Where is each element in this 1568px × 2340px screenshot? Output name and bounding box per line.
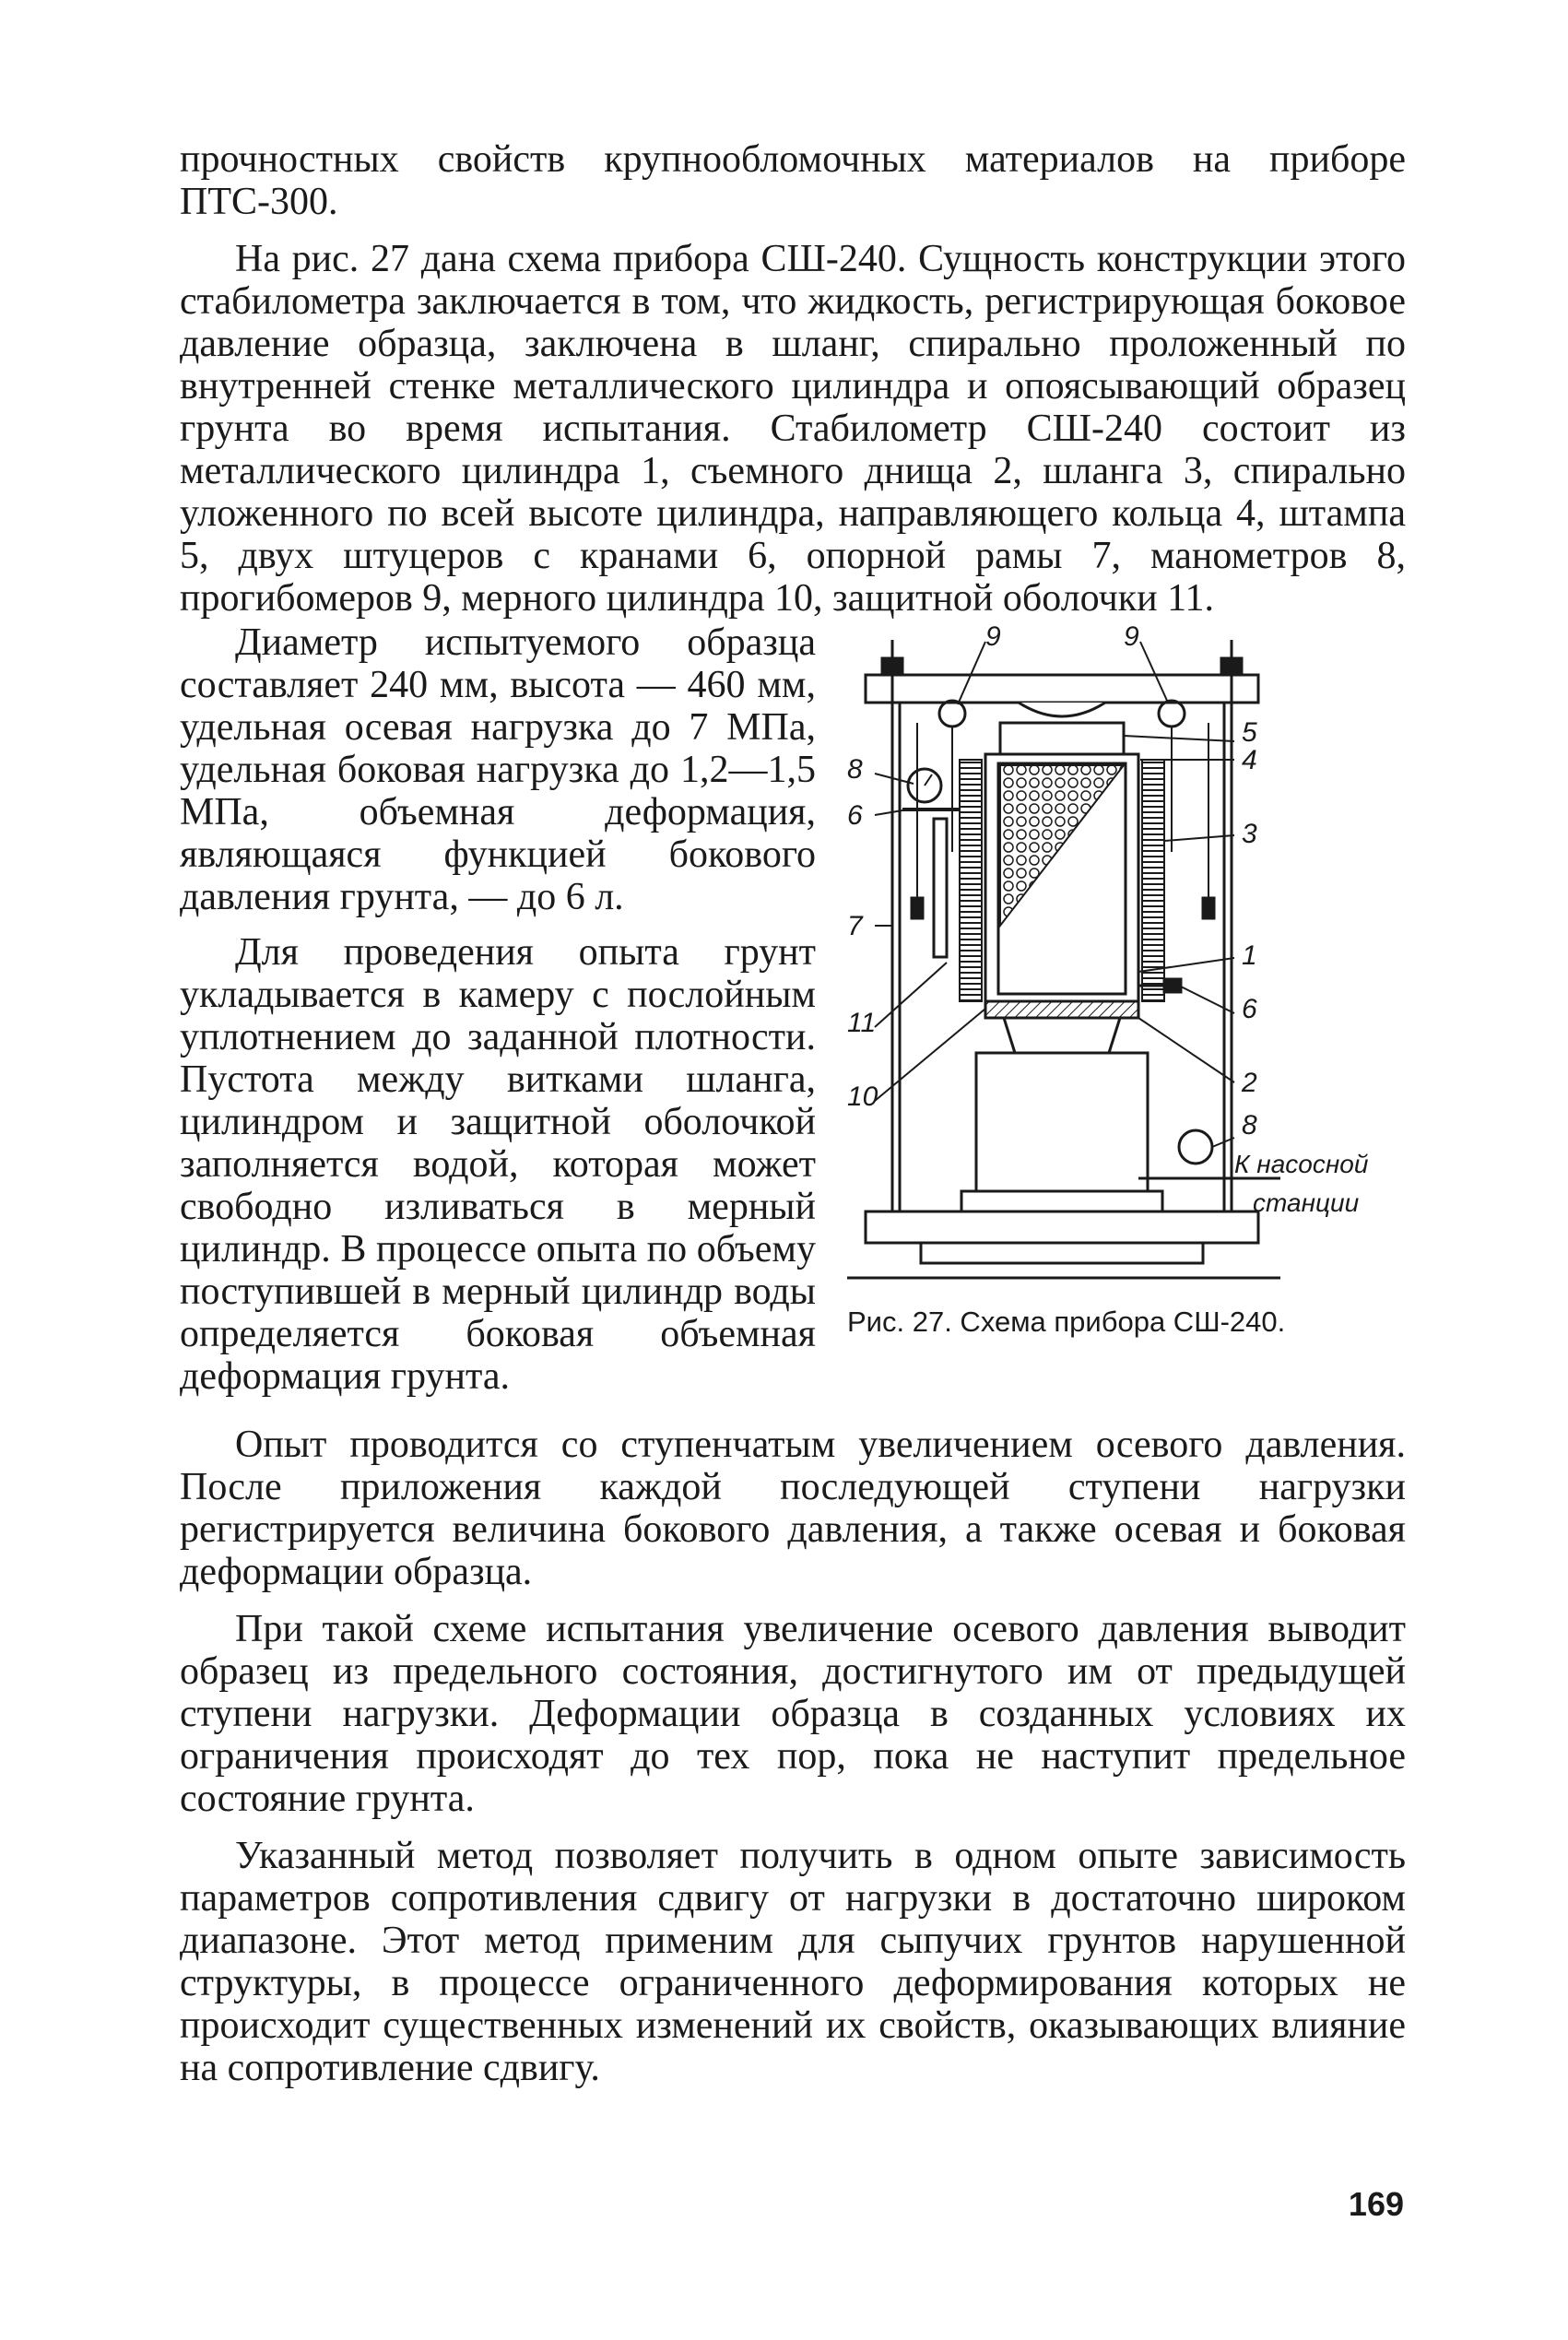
paragraph: прочностных свойств крупнообломочных материалов на приборе ПТС-300.: [180, 138, 1406, 223]
paragraph: Для проведения опыта грунт укладывается в камеру с послойным уплотнением до заданной плотности. Пустота между витками шланга, цилиндром и защитной оболочкой заполняется водой, которая может свободно изливаться в мерный цилиндр. В процессе опыта по объему поступившей в мерный цилиндр воды определяется боковая объемная деформация грунта.: [180, 931, 816, 1398]
label-11: 11: [847, 1008, 877, 1038]
label-8: 8: [847, 754, 863, 785]
measuring-cylinder: [934, 819, 947, 957]
paragraph: На рис. 27 дана схема прибора СШ-240. Сущность конструкции этого стабилометра заключается в том, что жидкость, регистрирующая боковое давление образца, заключена в шланг, спирально проложенный по внутренней стенке металлического цилиндра и опоясывающий образец грунта во время испытания. Стабилометр СШ-240 состоит из металлического цилиндра 1, съемного днища 2, шланга 3, спирально уложенного по всей высоте цилиндра, направляющего кольца 4, штампа 5, двух штуцеров с кранами 6, опорной рамы 7, манометров 8, прогибомеров 9, мерного цилиндра 10, защитной оболочки 11.: [180, 238, 1406, 620]
valve: [1164, 979, 1181, 992]
label-pump-2: станции: [1253, 1188, 1360, 1217]
label-1: 1: [1242, 940, 1257, 971]
top-beam: [866, 675, 1258, 703]
paragraph: При такой схеме испытания увеличение осевого давления выводит образец из предельного состояния, достигнутого им от предыдущей ступени нагрузки. Деформации образца в созданных условиях их ограничения происходят до тех пор, пока не наступит предельное состояние грунта.: [180, 1608, 1406, 1820]
press-body: [976, 1053, 1148, 1191]
base-foot: [921, 1243, 1203, 1263]
manometer: [1179, 1130, 1212, 1164]
label-10: 10: [847, 1081, 878, 1112]
label-8: 8: [1242, 1110, 1257, 1140]
label-9: 9: [985, 621, 1001, 652]
support: [1004, 1018, 1120, 1053]
hose-right: [1142, 760, 1164, 1001]
base-plate: [866, 1211, 1258, 1243]
label-5: 5: [1242, 717, 1257, 748]
paragraph: Указанный метод позволяет получить в одном опыте зависимость параметров сопротивления сдвигу от нагрузки в достаточно широком диапазоне. Этот метод применим для сыпучих грунтов нарушенной структуры, в процессе ограниченного деформирования которых не происходит существенных изменений их свойств, оказывающих влияние на сопротивление сдвигу.: [180, 1835, 1406, 2089]
deflection-gauge: [939, 701, 965, 727]
figure-27: [847, 621, 1406, 1398]
stabilometer-diagram: [847, 621, 1406, 1285]
label-6: 6: [847, 800, 863, 831]
label-9: 9: [1124, 621, 1139, 652]
label-7: 7: [847, 911, 863, 941]
stamp-head: [1019, 703, 1105, 716]
left-column: [180, 621, 816, 1398]
page-content: [180, 138, 1406, 2089]
paragraph: Опыт проводится со ступенчатым увеличением осевого давления. После приложения каждой последующей ступени нагрузки регистрируется величина бокового давления, а также осевая и боковая деформации образца.: [180, 1424, 1406, 1593]
bottom-text: [180, 1424, 1406, 2089]
stamp: [1000, 723, 1124, 754]
paragraph: Диаметр испытуемого образца составляет 240 мм, высота — 460 мм, удельная осевая нагрузка до 7 МПа, удельная боковая нагрузка до 1,2—1,5 МПа, объемная деформация, являющаяся функцией бокового давления грунта, — до 6 л.: [180, 621, 816, 918]
text-with-figure: [180, 621, 1406, 1398]
label-3: 3: [1242, 819, 1257, 849]
label-2: 2: [1242, 1068, 1257, 1098]
deflection-gauge: [1159, 701, 1185, 727]
hose-left: [960, 760, 982, 1001]
label-pump-1: К насосной: [1234, 1150, 1369, 1178]
page-number: 169: [1348, 2185, 1404, 2223]
figure-caption: Рис. 27. Схема прибора СШ-240.: [847, 1306, 1286, 1338]
label-4: 4: [1242, 745, 1257, 775]
bottom-plate: [985, 1001, 1138, 1018]
label-6: 6: [1242, 994, 1257, 1024]
